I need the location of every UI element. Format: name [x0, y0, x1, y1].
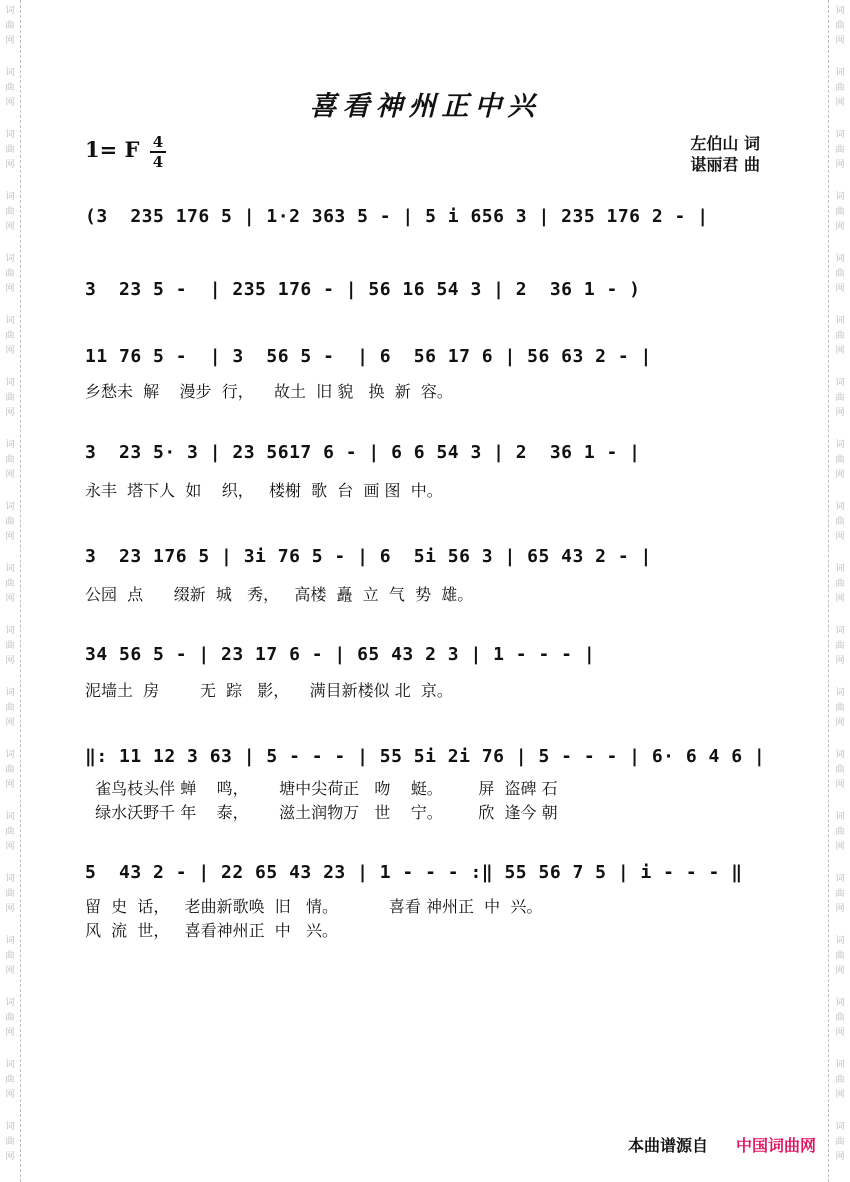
- time-signature-top: 4: [152, 133, 164, 151]
- notation-row-5: 3 23 176 5 | 3i 76 5 - | 6 5i 56 3 | 65 43 2 - |: [85, 546, 652, 567]
- watermark-glyph: 词: [5, 192, 15, 202]
- watermark-glyph: 网: [835, 532, 845, 542]
- watermark-glyph: 词: [835, 316, 845, 326]
- watermark-glyph: 网: [5, 780, 15, 790]
- notation-row-7: ‖: 11 12 3 63 | 5 - - - | 55 5i 2i 76 | 5 - - - | 6· 6 4 6 |: [85, 746, 766, 767]
- watermark-glyph: 曲: [835, 889, 845, 899]
- watermark-glyph: 词: [5, 688, 15, 698]
- watermark-glyph: 曲: [5, 827, 15, 837]
- watermark-glyph: 词: [5, 378, 15, 388]
- watermark-glyph: 词: [835, 1122, 845, 1132]
- lyricist-credit: 左伯山 词: [690, 134, 760, 153]
- watermark-glyph: 词: [5, 564, 15, 574]
- watermark-glyph: 曲: [5, 331, 15, 341]
- time-signature-bottom: 4: [152, 153, 164, 171]
- watermark-glyph: 网: [5, 160, 15, 170]
- watermark-glyph: 网: [835, 1090, 845, 1100]
- watermark-glyph: 网: [835, 1152, 845, 1162]
- watermark-glyph: 网: [5, 470, 15, 480]
- watermark-glyph: 网: [835, 966, 845, 976]
- watermark-glyph: 网: [835, 656, 845, 666]
- lyrics-row-7-verse-2: 绿水沃野千 年 泰， 滋土润物万 世 宁。 欣 逢今 朝: [85, 803, 558, 822]
- lyrics-row-8-verse-2: 风 流 世， 喜看神州正 中 兴。: [85, 921, 339, 940]
- watermark-glyph: 词: [835, 192, 845, 202]
- watermark-glyph: 网: [835, 408, 845, 418]
- watermark-glyph: 曲: [5, 517, 15, 527]
- lyrics-row-5: 公园 点 缀新 城 秀， 高楼 矗 立 气 势 雄。: [85, 585, 474, 604]
- watermark-glyph: 曲: [835, 1137, 845, 1147]
- watermark-glyph: 词: [835, 378, 845, 388]
- watermark-glyph: 词: [835, 6, 845, 16]
- watermark-glyph: 网: [5, 408, 15, 418]
- watermark-glyph: 网: [5, 36, 15, 46]
- watermark-glyph: 曲: [835, 703, 845, 713]
- watermark-glyph: 网: [5, 594, 15, 604]
- watermark-glyph: 词: [5, 936, 15, 946]
- watermark-glyph: 词: [835, 812, 845, 822]
- watermark-glyph: 词: [835, 68, 845, 78]
- notation-row-8: 5 43 2 - | 22 65 43 23 | 1 - - - :‖ 55 56 7 5 | i - - - ‖: [85, 862, 743, 883]
- watermark-glyph: 词: [835, 564, 845, 574]
- watermark-glyph: 曲: [5, 703, 15, 713]
- watermark-glyph: 词: [5, 440, 15, 450]
- watermark-glyph: 曲: [835, 455, 845, 465]
- watermark-glyph: 网: [5, 842, 15, 852]
- watermark-glyph: 曲: [835, 393, 845, 403]
- watermark-glyph: 网: [835, 346, 845, 356]
- watermark-glyph: 曲: [5, 393, 15, 403]
- watermark-glyph: 网: [5, 346, 15, 356]
- notation-row-2: 3 23 5 - | 235 176 - | 56 16 54 3 | 2 36 1 - ): [85, 279, 641, 300]
- watermark-glyph: 网: [5, 718, 15, 728]
- watermark-glyph: 词: [835, 874, 845, 884]
- time-signature: [150, 134, 166, 170]
- watermark-glyph: 词: [835, 1060, 845, 1070]
- watermark-glyph: 网: [5, 98, 15, 108]
- watermark-glyph: 曲: [835, 827, 845, 837]
- notation-row-6: 34 56 5 - | 23 17 6 - | 65 43 2 3 | 1 - - - |: [85, 644, 596, 665]
- lyrics-row-6: 泥墙土 房 无 踪 影， 满目新楼似 北 京。: [85, 681, 453, 700]
- watermark-glyph: 词: [835, 254, 845, 264]
- watermark-glyph: 曲: [5, 207, 15, 217]
- footer-source-link[interactable]: 中国词曲网: [735, 1136, 816, 1155]
- watermark-glyph: 曲: [835, 1013, 845, 1023]
- watermark-glyph: 曲: [5, 579, 15, 589]
- lyrics-row-4: 永丰 塔下人 如 织， 楼榭 歌 台 画 图 中。: [85, 481, 443, 500]
- key-signature: 1= F: [85, 137, 140, 162]
- watermark-glyph: 网: [5, 966, 15, 976]
- watermark-glyph: 曲: [5, 765, 15, 775]
- composer-credit: 谌丽君 曲: [690, 155, 760, 174]
- notation-row-4: 3 23 5· 3 | 23 5617 6 - | 6 6 54 3 | 2 36 1 - |: [85, 442, 641, 463]
- watermark-glyph: 词: [5, 812, 15, 822]
- watermark-glyph: 词: [835, 440, 845, 450]
- watermark-glyph: 曲: [5, 145, 15, 155]
- song-title: 喜看神州正中兴: [309, 91, 541, 122]
- watermark-glyph: 网: [835, 284, 845, 294]
- watermark-glyph: 词: [835, 130, 845, 140]
- lyrics-row-8-verse-1: 留 史 话， 老曲新歌唤 旧 情。 喜看 神州正 中 兴。: [85, 897, 543, 916]
- watermark-glyph: 曲: [5, 1137, 15, 1147]
- watermark-glyph: 曲: [5, 83, 15, 93]
- watermark-glyph: 曲: [835, 331, 845, 341]
- watermark-glyph: 词: [835, 750, 845, 760]
- watermark-glyph: 曲: [835, 951, 845, 961]
- watermark-glyph: 曲: [835, 269, 845, 279]
- watermark-glyph: 网: [5, 1152, 15, 1162]
- watermark-glyph: 网: [5, 1028, 15, 1038]
- watermark-glyph: 曲: [835, 1075, 845, 1085]
- watermark-glyph: 词: [5, 254, 15, 264]
- watermark-glyph: 网: [5, 532, 15, 542]
- watermark-glyph: 词: [5, 750, 15, 760]
- watermark-glyph: 曲: [5, 21, 15, 31]
- watermark-glyph: 曲: [835, 21, 845, 31]
- watermark-glyph: 网: [835, 842, 845, 852]
- notation-row-1: (3 235 176 5 | 1·2 363 5 - | 5 i 656 3 | 235 176 2 - |: [85, 206, 709, 227]
- watermark-glyph: 网: [5, 222, 15, 232]
- watermark-glyph: 词: [835, 998, 845, 1008]
- watermark-glyph: 曲: [835, 641, 845, 651]
- watermark-glyph: 网: [5, 1090, 15, 1100]
- watermark-glyph: 曲: [835, 579, 845, 589]
- watermark-glyph: 网: [5, 904, 15, 914]
- notation-row-3: 11 76 5 - | 3 56 5 - | 6 56 17 6 | 56 63 2 - |: [85, 346, 652, 367]
- watermark-glyph: 词: [5, 874, 15, 884]
- watermark-glyph: 词: [835, 688, 845, 698]
- watermark-glyph: 网: [835, 718, 845, 728]
- watermark-glyph: 曲: [5, 641, 15, 651]
- left-margin-line: [20, 0, 21, 1182]
- watermark-glyph: 网: [835, 160, 845, 170]
- watermark-glyph: 曲: [5, 1013, 15, 1023]
- watermark-glyph: 网: [835, 904, 845, 914]
- watermark-glyph: 曲: [5, 1075, 15, 1085]
- watermark-glyph: 曲: [5, 951, 15, 961]
- watermark-glyph: 词: [835, 626, 845, 636]
- watermark-glyph: 曲: [835, 517, 845, 527]
- watermark-glyph: 曲: [835, 83, 845, 93]
- watermark-glyph: 网: [835, 1028, 845, 1038]
- watermark-glyph: 词: [5, 130, 15, 140]
- footer-source-label: 本曲谱源自: [627, 1136, 708, 1155]
- lyrics-row-7-verse-1: 雀鸟枝头伴 蝉 鸣， 塘中尖荷正 吻 蜓。 屏 盗碑 石: [85, 779, 558, 798]
- watermark-glyph: 网: [835, 222, 845, 232]
- watermark-glyph: 网: [835, 98, 845, 108]
- watermark-glyph: 词: [835, 936, 845, 946]
- watermark-glyph: 词: [5, 6, 15, 16]
- right-margin-line: [828, 0, 829, 1182]
- watermark-glyph: 词: [5, 316, 15, 326]
- watermark-glyph: 词: [5, 1060, 15, 1070]
- watermark-glyph: 词: [5, 68, 15, 78]
- watermark-glyph: 网: [5, 284, 15, 294]
- watermark-glyph: 曲: [5, 455, 15, 465]
- watermark-glyph: 词: [5, 998, 15, 1008]
- watermark-glyph: 曲: [835, 207, 845, 217]
- lyrics-row-3: 乡愁未 解 漫步 行， 故土 旧 貌 换 新 容。: [85, 382, 453, 401]
- watermark-glyph: 曲: [835, 765, 845, 775]
- watermark-glyph: 网: [835, 780, 845, 790]
- watermark-glyph: 网: [835, 470, 845, 480]
- watermark-glyph: 网: [835, 594, 845, 604]
- watermark-glyph: 词: [5, 626, 15, 636]
- watermark-glyph: 词: [5, 502, 15, 512]
- watermark-glyph: 网: [835, 36, 845, 46]
- watermark-glyph: 曲: [5, 269, 15, 279]
- watermark-glyph: 网: [5, 656, 15, 666]
- watermark-glyph: 曲: [835, 145, 845, 155]
- watermark-glyph: 词: [5, 1122, 15, 1132]
- watermark-glyph: 曲: [5, 889, 15, 899]
- watermark-glyph: 词: [835, 502, 845, 512]
